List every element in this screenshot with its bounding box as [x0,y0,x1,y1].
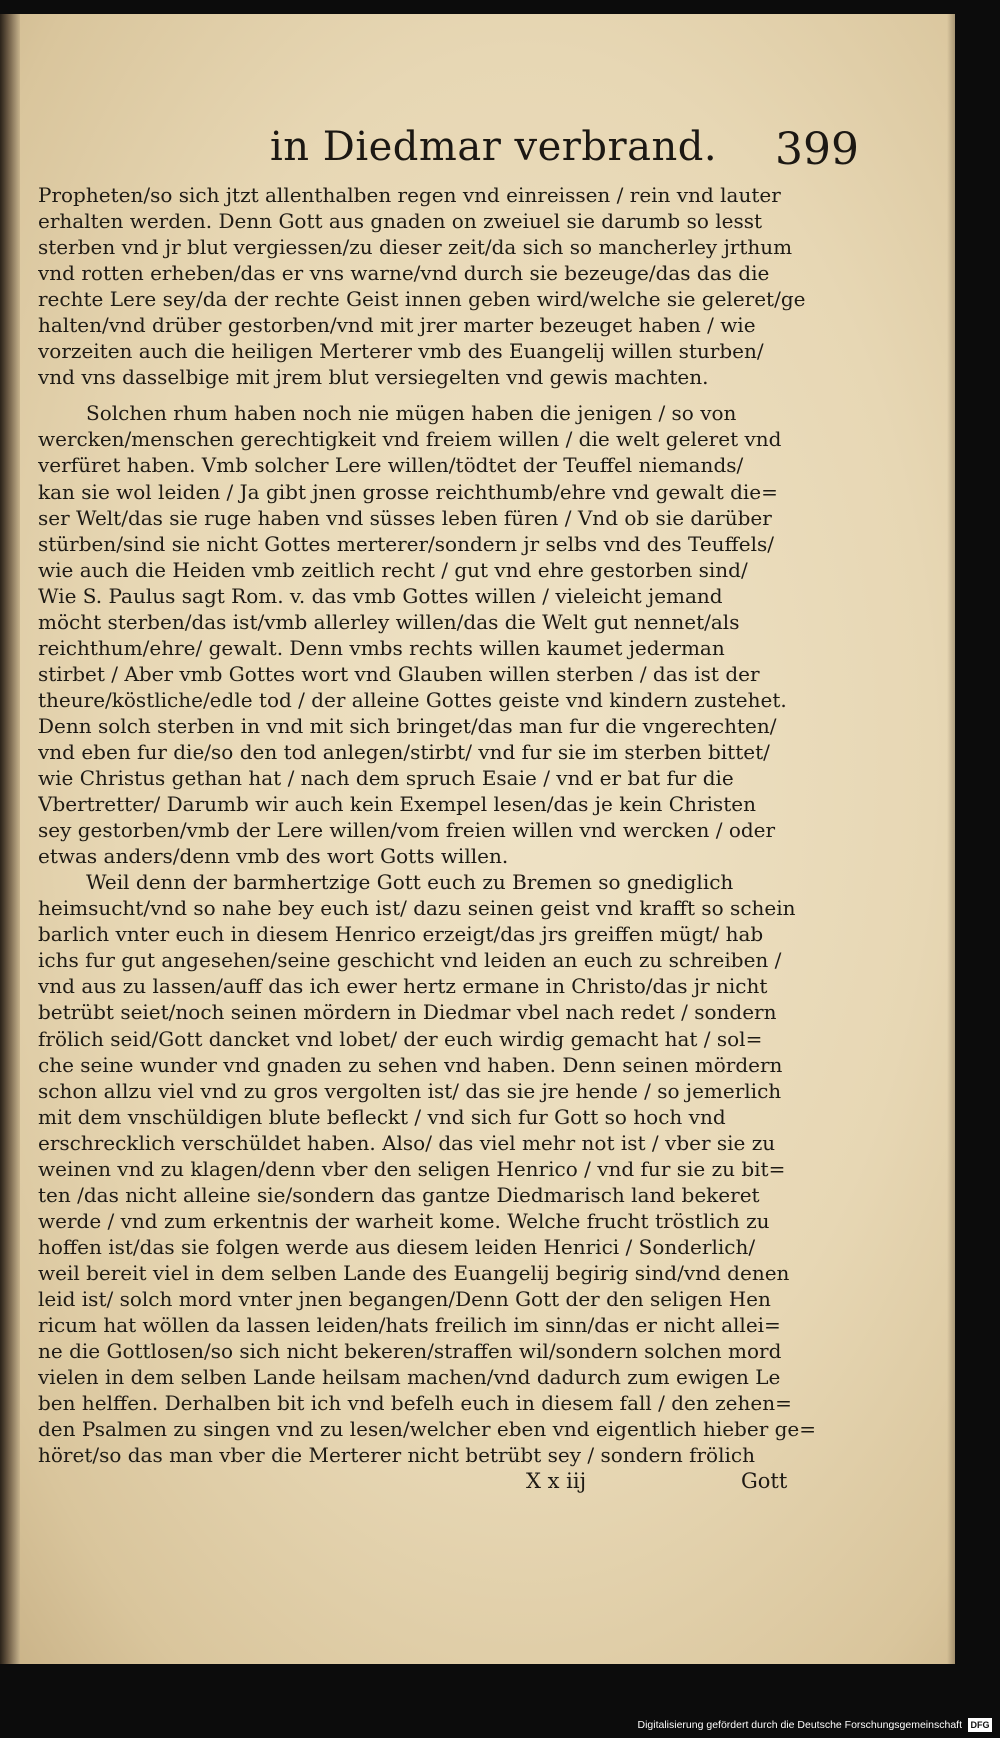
text-line: ne die Gottlosen/so sich nicht bekeren/straffen wil/sondern solchen mord [38,1339,782,1364]
text-line: schon allzu viel vnd zu gros vergolten ist/ das sie jre hende / so jemerlich [38,1078,782,1103]
text-line: sterben vnd jr blut vergiessen/zu dieser zeit/da sich so mancherley jrthum [38,235,793,260]
text-line: kan sie wol leiden / Ja gibt jnen grosse reichthumb/ehre vnd gewalt die= [38,479,778,504]
text-line: wie auch die Heiden vmb zeitlich recht / gut vnd ehre gestorben sind/ [38,557,748,582]
text-line: ichs fur gut angesehen/seine geschicht vnd leiden an euch zu schreiben / [38,948,782,973]
text-line: Wie S. Paulus sagt Rom. v. das vmb Gottes willen / vieleicht jemand [38,583,723,608]
text-line: ten /das nicht alleine sie/sondern das gantze Diedmarisch land bekeret [38,1182,760,1207]
text-line: Denn solch sterben in vnd mit sich bringet/das man fur die vngerechten/ [38,713,777,738]
text-line: sey gestorben/vmb der Lere willen/vom freien willen vnd wercken / oder [38,818,776,843]
text-line: ben helffen. Derhalben bit ich vnd befelh euch in diesem fall / den zehen= [38,1391,792,1416]
signature-mark: X x iij [526,1469,587,1493]
catchword: Gott [741,1469,788,1493]
binding-gutter [0,14,20,1664]
text-line: wercken/menschen gerechtigkeit vnd freiem willen / die welt geleret vnd [38,427,782,452]
text-line: barlich vnter euch in diesem Henrico erzeigt/das jrs greiffen mügt/ hab [38,922,764,947]
text-line: stürben/sind sie nicht Gottes merterer/sondern jr selbs vnd des Teuffels/ [38,531,774,556]
text-line: werde / vnd zum erkentnis der warheit kome. Welche frucht tröstlich zu [38,1208,770,1233]
text-line: hoffen ist/das sie folgen werde aus diesem leiden Henrici / Sonderlich/ [38,1234,756,1259]
text-line [38,390,838,400]
text-line: Vbertretter/ Darumb wir auch kein Exempel lesen/das je kein Christen [38,792,756,817]
body-text [38,182,838,1468]
running-head: in Diedmar verbrand. [270,124,718,170]
text-line: Weil denn der barmhertzige Gott euch zu Bremen so gnediglich [86,870,734,895]
text-line: reichthum/ehre/ gewalt. Denn vmbs rechts willen kaumet jederman [38,635,725,660]
dfg-logo: DFG [968,1718,992,1732]
text-line: heimsucht/vnd so nahe bey euch ist/ dazu seinen geist vnd krafft so schein [38,896,796,921]
text-line: höret/so das man vber die Merterer nicht betrübt sey / sondern frölich [38,1443,755,1468]
text-line: vnd aus zu lassen/auff das ich ewer hertz ermane in Christo/das jr nicht [38,974,768,999]
text-line: leid ist/ solch mord vnter jnen begangen/Denn Gott der den seligen Hen [38,1286,771,1311]
text-line: vorzeiten auch die heiligen Merterer vmb des Euangelij willen sturben/ [38,339,764,364]
text-line: vielen in dem selben Lande heilsam machen/vnd dadurch zum ewigen Le [38,1365,781,1390]
scanned-page [0,14,955,1664]
page-footer [38,1469,838,1497]
text-line: vnd eben fur die/so den tod anlegen/stirbt/ vnd fur sie im sterben bittet/ [38,739,770,764]
page-edge-shadow [947,14,955,1664]
text-line: mit dem vnschüldigen blute befleckt / vnd sich fur Gott so hoch vnd [38,1104,726,1129]
text-line: vnd rotten erheben/das er vns warne/vnd durch sie bezeuge/das das die [38,261,770,286]
credit-bar [0,1715,1000,1738]
text-line: vnd vns dasselbige mit jrem blut versiegelten vnd gewis machten. [38,365,709,390]
text-line: etwas anders/denn vmb des wort Gotts willen. [38,844,509,869]
text-line: erhalten werden. Denn Gott aus gnaden on zweiuel sie darumb so lesst [38,209,763,234]
text-line: weil bereit viel in dem selben Lande des Euangelij begirig sind/vnd denen [38,1260,790,1285]
text-line: ser Welt/das sie ruge haben vnd süsses leben füren / Vnd ob sie darüber [38,505,772,530]
text-line: frölich seid/Gott dancket vnd lobet/ der euch wirdig gemacht hat / sol= [38,1026,763,1051]
text-line: che seine wunder vnd gnaden zu sehen vnd haben. Denn seinen mördern [38,1052,783,1077]
text-line: rechte Lere sey/da der rechte Geist innen geben wird/welche sie geleret/ge [38,287,806,312]
funding-credit: Digitalisierung gefördert durch die Deutsche Forschungsgemeinschaft [637,1719,962,1731]
page-header [255,124,865,176]
text-line: möcht sterben/das ist/vmb allerley willen/das die Welt gut nennet/als [38,609,740,634]
page-number: 399 [775,124,859,175]
text-line: ricum hat wöllen da lassen leiden/hats freilich im sinn/das er nicht allei= [38,1313,781,1338]
text-line: betrübt seiet/noch seinen mördern in Diedmar vbel nach redet / sondern [38,1000,777,1025]
text-line: halten/vnd drüber gestorben/vnd mit jrer marter bezeuget haben / wie [38,313,756,338]
text-line: weinen vnd zu klagen/denn vber den seligen Henrico / vnd fur sie zu bit= [38,1156,786,1181]
text-line: den Psalmen zu singen vnd zu lesen/welcher eben vnd eigentlich hieber ge= [38,1417,817,1442]
text-line: Solchen rhum haben noch nie mügen haben die jenigen / so von [86,401,737,426]
text-line: Propheten/so sich jtzt allenthalben regen vnd einreissen / rein vnd lauter [38,183,781,207]
text-line: verfüret haben. Vmb solcher Lere willen/tödtet der Teuffel niemands/ [38,453,744,478]
text-line: theure/köstliche/edle tod / der alleine Gottes geiste vnd kindern zustehet. [38,687,787,712]
text-line: stirbet / Aber vmb Gottes wort vnd Glauben willen sterben / das ist der [38,661,760,686]
text-line: erschrecklich verschüldet haben. Also/ das viel mehr not ist / vber sie zu [38,1130,776,1155]
text-line: wie Christus gethan hat / nach dem spruch Esaie / vnd er bat fur die [38,766,734,791]
